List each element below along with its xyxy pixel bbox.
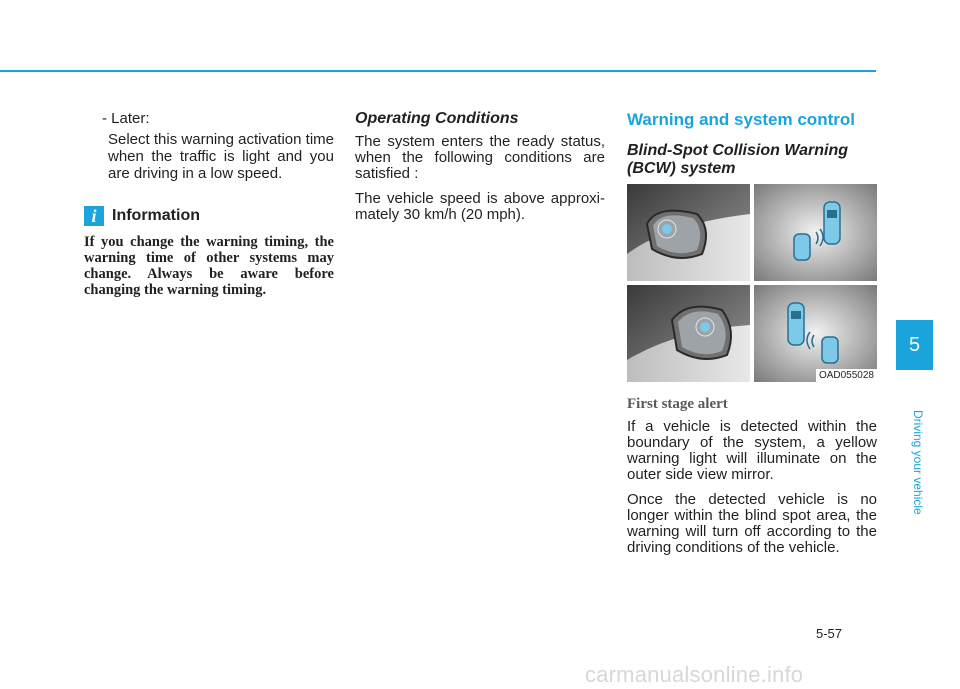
page-number: 5-57 — [816, 626, 843, 641]
later-label: - Later: — [102, 110, 150, 127]
first-stage-text-2: Once the detected vehicle is no longer within the blind spot area, the warning will turn off according to the driving conditions of the vehicle. — [627, 491, 877, 556]
column-middle — [355, 110, 605, 232]
bcw-illustration — [627, 184, 877, 382]
bcw-heading: Blind-Spot Collision Warning (BCW) system — [627, 142, 849, 177]
first-stage-alert-title: First stage alert — [627, 396, 728, 412]
mirror-panel-top — [627, 184, 750, 281]
information-title: Information — [112, 207, 200, 224]
figure-code: OAD055028 — [816, 369, 877, 382]
operating-conditions-heading: Operating Conditions — [355, 110, 519, 127]
chapter-label: Driving your vehicle — [911, 410, 925, 515]
column-left — [84, 110, 334, 298]
column-right — [627, 110, 877, 565]
watermark: carmanualsonline.info — [585, 662, 804, 687]
section-title: Warning and system control — [627, 110, 855, 129]
chapter-tab: 5 — [896, 320, 933, 370]
information-header — [84, 206, 334, 226]
information-text: If you change the warning timing, the warning time of other systems may change. Always be aware before changing the warning timing. — [84, 234, 334, 298]
mirror-panel-bottom — [627, 285, 750, 382]
first-stage-text-1: If a vehicle is detected within the boundary of the system, a yellow warning light will illuminate on the outer side view mirror. — [627, 418, 877, 483]
operating-conditions-text-1: The system enters the ready status, when the following conditions are satisfied : — [355, 133, 605, 182]
topview-panel-bottom — [754, 285, 877, 382]
operating-conditions-text-2: The vehicle speed is above approxi-mately 30 km/h (20 mph). — [355, 190, 605, 223]
later-description: Select this warning activation time when the traffic is light and you are driving in a low speed. — [108, 131, 334, 182]
header-rule — [0, 70, 876, 72]
information-icon: i — [84, 206, 104, 226]
topview-panel-top — [754, 184, 877, 281]
